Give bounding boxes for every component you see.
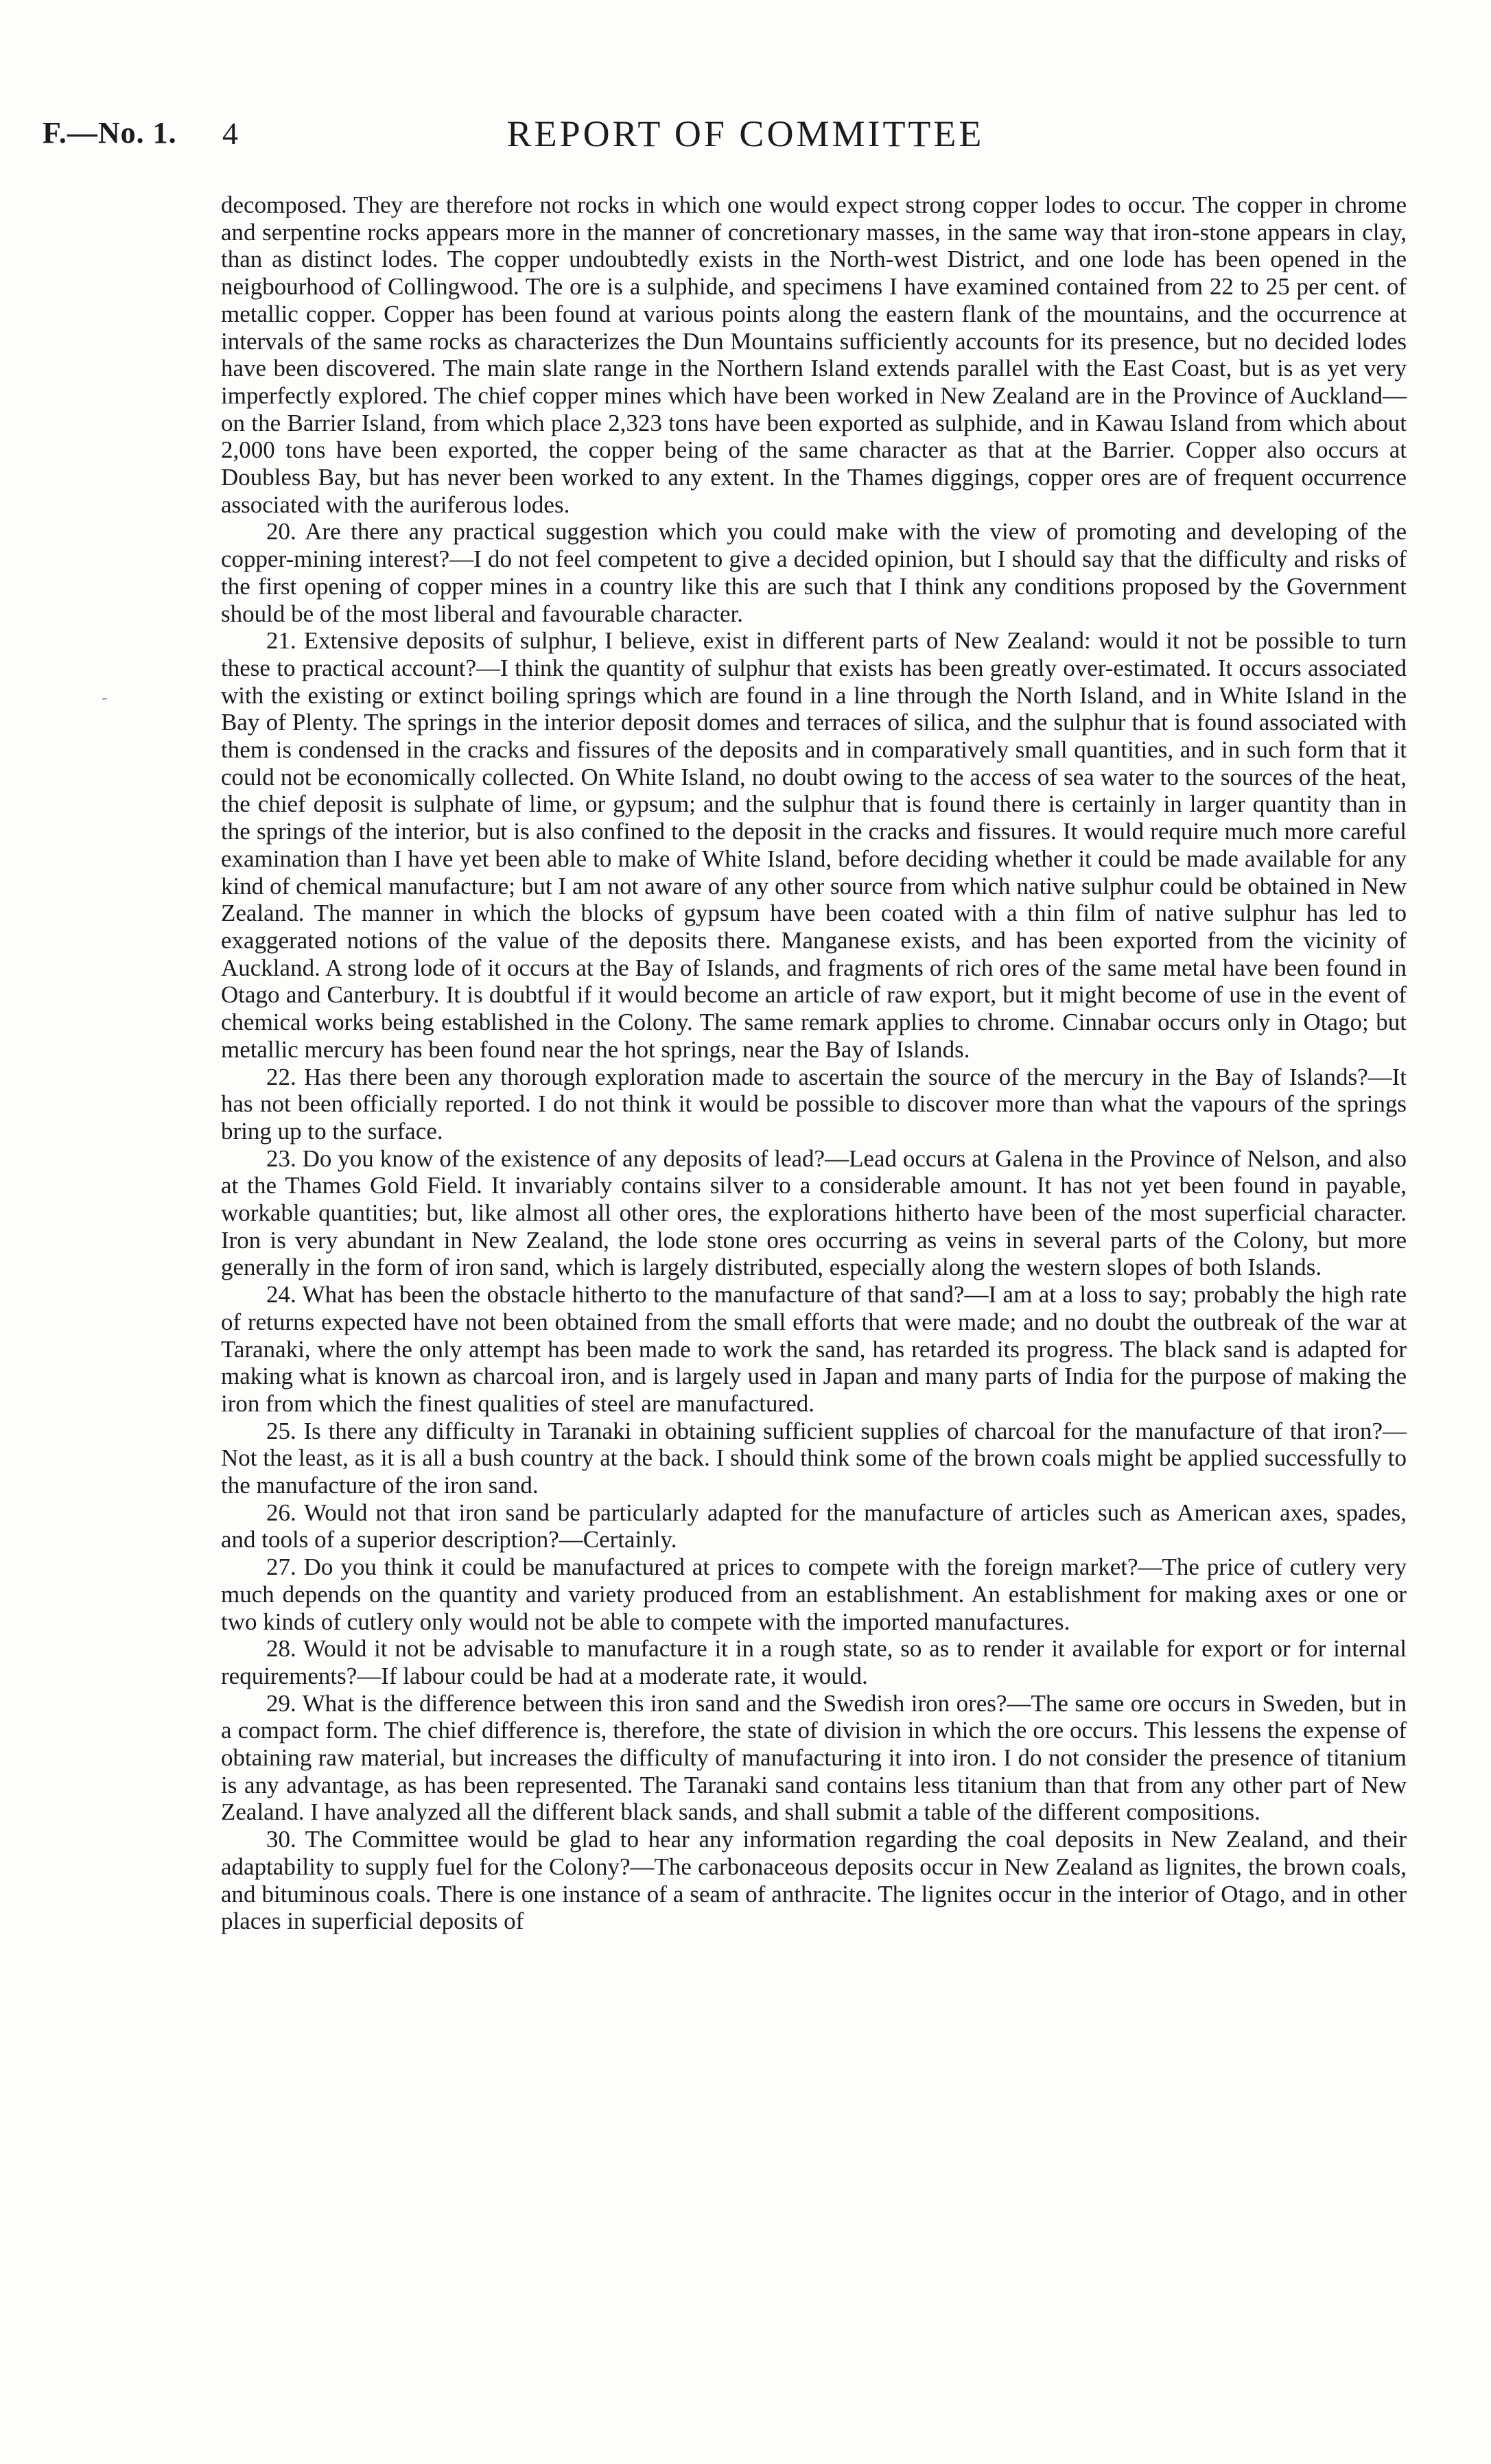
- running-title: REPORT OF COMMITTEE: [506, 113, 985, 154]
- paragraph-question-22: 22. Has there been any thorough exploration made to ascertain the source of the mercury in the Bay of Islands?—It has not been officially reported. I do not think it would be possible to discover more than what the vapours of the springs bring up to the surface.: [221, 1063, 1407, 1145]
- paragraph-question-23: 23. Do you know of the existence of any deposits of lead?—Lead occurs at Galena in the Province of Nelson, and also at the Thames Gold Field. It invariably contains silver to a considerable amount. It has not yet been found in payable, workable quantities; but, like almost all other ores, the explorations hitherto have been of the most superficial character. Iron is very abundant in New Zealand, the lode stone ores occurring as veins in several parts of the Colony, but more generally in the form of iron sand, which is largely distributed, especially along the western slopes of both Islands.: [221, 1145, 1407, 1281]
- paragraph-question-20: 20. Are there any practical suggestion which you could make with the view of promoting and developing of the copper-mining interest?—I do not feel competent to give a decided opinion, but I should say that the difficulty and risks of the first opening of copper mines in a country like this are such that I think any conditions proposed by the Government should be of the most liberal and favourable character.: [221, 518, 1407, 627]
- paragraph-question-30: 30. The Committee would be glad to hear any information regarding the coal deposits in New Zealand, and their adaptability to supply fuel for the Colony?—The carbonaceous deposits occur in New Zealand as lignites, the brown coals, and bituminous coals. There is one instance of a seam of anthracite. The lignites occur in the interior of Otago, and in other places in superficial deposits of: [221, 1826, 1407, 1935]
- page-header: [0, 115, 1491, 170]
- paragraph-question-25: 25. Is there any difficulty in Taranaki in obtaining sufficient supplies of charcoal for the manufacture of that iron?—Not the least, as it is all a bush country at the back. I should think some of the brown coals might be applied successfully to the manufacture of the iron sand.: [221, 1417, 1407, 1499]
- paragraph-question-28: 28. Would it not be advisable to manufacture it in a rough state, so as to render it available for export or for internal requirements?—If labour could be had at a moderate rate, it would.: [221, 1635, 1407, 1689]
- document-reference: F.—No. 1.: [43, 116, 177, 150]
- body-text: [221, 191, 1407, 1935]
- paragraph-question-24: 24. What has been the obstacle hitherto to the manufacture of that sand?—I am at a loss to say; probably the high rate of returns expected have not been obtained from the small efforts that were made; and no doubt the outbreak of the war at Taranaki, where the only attempt has been made to work the sand, has retarded its progress. The black sand is adapted for making what is known as charcoal iron, and is largely used in Japan and many parts of India for the purpose of making the iron from which the finest qualities of steel are manufactured.: [221, 1281, 1407, 1417]
- paragraph-question-27: 27. Do you think it could be manufactured at prices to compete with the foreign market?—The price of cutlery very much depends on the quantity and variety produced from an establishment. An establishment for making axes or one or two kinds of cutlery only would not be able to compete with the imported manufactures.: [221, 1553, 1407, 1635]
- paragraph-question-26: 26. Would not that iron sand be particularly adapted for the manufacture of articles such as American axes, spades, and tools of a superior description?—Certainly.: [221, 1499, 1407, 1553]
- paragraph-question-29: 29. What is the difference between this iron sand and the Swedish iron ores?—The same ore occurs in Sweden, but in a compact form. The chief difference is, therefore, the state of division in which the ore occurs. This lessens the expense of obtaining raw material, but increases the difficulty of manufacturing it into iron. I do not consider the presence of titanium is any advantage, as has been represented. The Taranaki sand contains less titanium than that from any other part of New Zealand. I have analyzed all the different black sands, and shall submit a table of the different compositions.: [221, 1689, 1407, 1826]
- paragraph-question-21: 21. Extensive deposits of sulphur, I believe, exist in different parts of New Zealand: would it not be possible to turn these to practical account?—I think the quantity of sulphur that exists has been greatly over-estimated. It occurs associated with the existing or extinct boiling springs which are found in a line through the North Island, and in White Island in the Bay of Plenty. The springs in the interior deposit domes and terraces of silica, and the sulphur that is found associated with them is condensed in the cracks and fissures of the deposits and in comparatively small quantities, and in such form that it could not be economically collected. On White Island, no doubt owing to the access of sea water to the sources of the heat, the chief deposit is sulphate of lime, or gypsum; and the sulphur that is found there is certainly in larger quantity than in the springs of the interior, but is also confined to the deposit in the cracks and fissures. It would require much more careful examination than I have yet been able to make of White Island, before deciding whether it could be made available for any kind of chemical manufacture; but I am not aware of any other source from which native sulphur could be obtained in New Zealand. The manner in which the blocks of gypsum have been coated with a thin film of native sulphur has led to exaggerated notions of the value of the deposits there. Manganese exists, and has been exported from the vicinity of Auckland. A strong lode of it occurs at the Bay of Islands, and fragments of rich ores of the same metal have been found in Otago and Canterbury. It is doubtful if it would become an article of raw export, but it might become of use in the event of chemical works being established in the Colony. The same remark applies to chrome. Cinnabar occurs only in Otago; but metallic mercury has been found near the hot springs, near the Bay of Islands.: [221, 627, 1407, 1063]
- paragraph-continuation: decomposed. They are therefore not rocks in which one would expect strong copper lodes to occur. The copper in chrome and serpentine rocks appears more in the manner of concretionary masses, in the same way that iron-stone appears in clay, than as distinct lodes. The copper undoubtedly exists in the North-west District, and one lode has been opened in the neigbourhood of Collingwood. The ore is a sulphide, and specimens I have examined contained from 22 to 25 per cent. of metallic copper. Copper has been found at various points along the eastern flank of the mountains, and the occurrence at intervals of the same rocks as characterizes the Dun Mountains sufficiently accounts for its presence, but no decided lodes have been discovered. The main slate range in the Northern Island extends parallel with the East Coast, but is as yet very imperfectly explored. The chief copper mines which have been worked in New Zealand are in the Province of Auckland—on the Barrier Island, from which place 2,323 tons have been exported as sulphide, and in Kawau Island from which about 2,000 tons have been exported, the copper being of the same character as that at the Barrier. Copper also occurs at Doubless Bay, but has never been worked to any extent. In the Thames diggings, copper ores are of frequent occurrence associated with the auriferous lodes.: [221, 191, 1407, 518]
- page-number: 4: [222, 116, 238, 151]
- margin-mark: -: [102, 688, 108, 707]
